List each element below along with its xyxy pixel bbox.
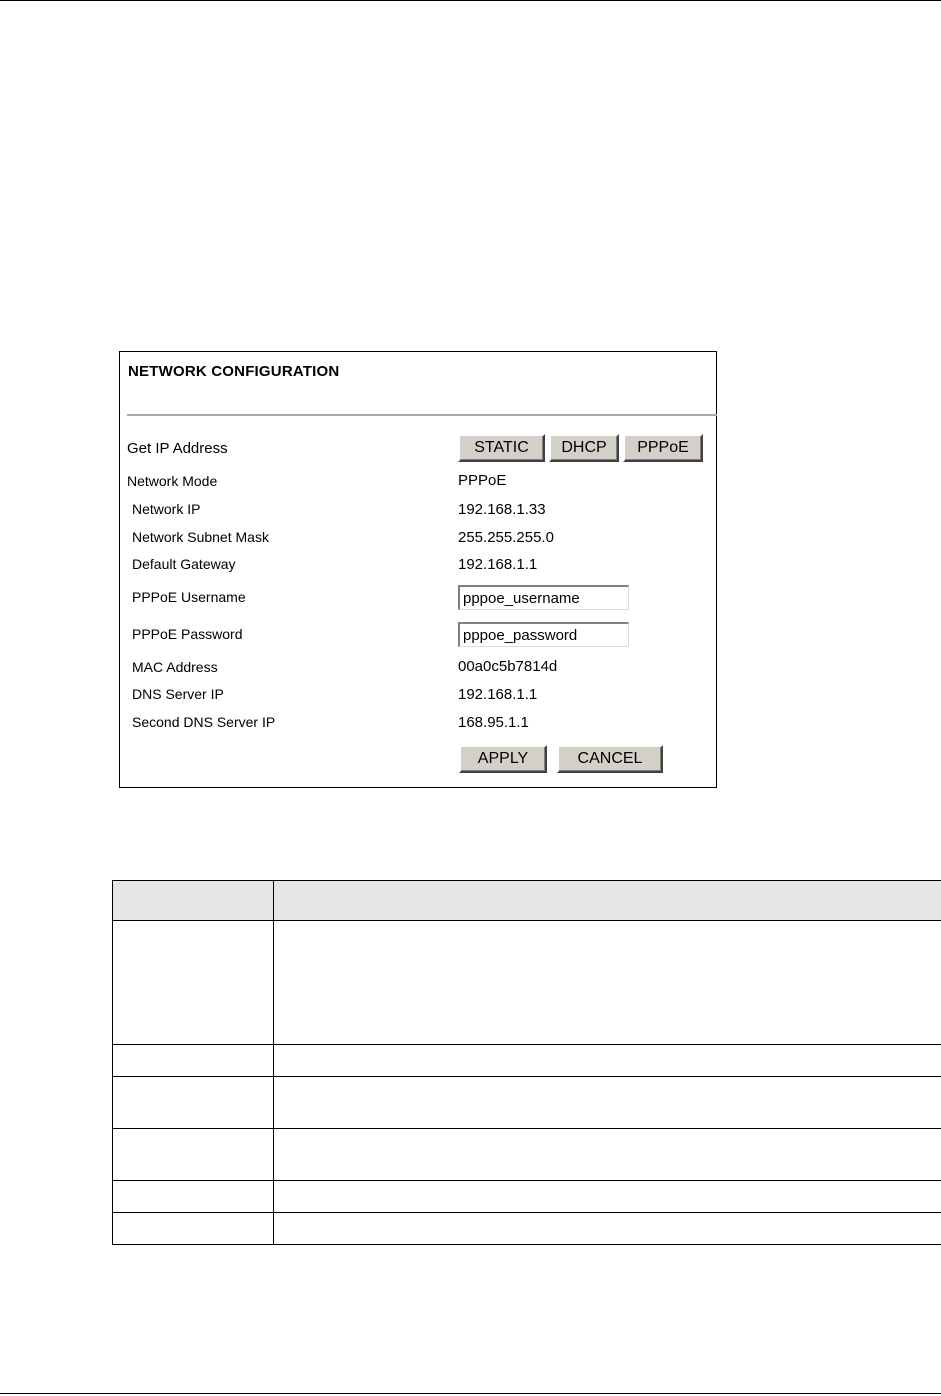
network-ip-label: Network IP [132, 501, 201, 517]
subnet-mask-label: Network Subnet Mask [132, 529, 269, 545]
table-header-row [113, 881, 941, 921]
table-row [113, 1077, 941, 1129]
second-dns-server-ip-value: 168.95.1.1 [458, 714, 529, 731]
network-mode-label: Network Mode [127, 473, 218, 489]
table-row [113, 1213, 941, 1245]
network-configuration-panel [119, 351, 717, 788]
table-row [113, 921, 941, 1045]
table-header-cell [113, 881, 274, 921]
table-cell [113, 1129, 274, 1181]
table-cell [274, 1213, 941, 1245]
apply-button[interactable]: APPLY [459, 745, 547, 773]
table-row [113, 1129, 941, 1181]
static-button[interactable]: STATIC [458, 434, 545, 462]
table-cell [113, 1181, 274, 1213]
network-mode-value: PPPoE [458, 472, 507, 489]
default-gateway-value: 192.168.1.1 [458, 556, 538, 573]
cancel-button[interactable]: CANCEL [557, 745, 663, 773]
table-header-cell [274, 881, 941, 921]
table-row [113, 1181, 941, 1213]
mac-address-label: MAC Address [132, 659, 218, 675]
table-cell [274, 1077, 941, 1129]
get-ip-address-label: Get IP Address [127, 440, 228, 457]
panel-divider [127, 414, 717, 416]
table-cell [113, 1077, 274, 1129]
dhcp-button[interactable]: DHCP [549, 434, 619, 462]
pppoe-button[interactable]: PPPoE [623, 434, 703, 462]
table-cell [113, 921, 274, 1045]
page-bottom-rule [0, 1393, 941, 1394]
pppoe-username-label: PPPoE Username [132, 589, 246, 605]
table-cell [274, 1129, 941, 1181]
network-ip-value: 192.168.1.33 [458, 501, 546, 518]
description-table [112, 880, 941, 1245]
panel-title: NETWORK CONFIGURATION [128, 363, 340, 380]
pppoe-username-input[interactable] [458, 585, 629, 610]
dns-server-ip-label: DNS Server IP [132, 686, 224, 702]
pppoe-password-input[interactable] [458, 622, 629, 647]
pppoe-password-label: PPPoE Password [132, 626, 243, 642]
table-row [113, 1045, 941, 1077]
subnet-mask-value: 255.255.255.0 [458, 529, 554, 546]
table-cell [113, 1213, 274, 1245]
table-cell [274, 921, 941, 1045]
table-cell [113, 1045, 274, 1077]
default-gateway-label: Default Gateway [132, 556, 236, 572]
dns-server-ip-value: 192.168.1.1 [458, 686, 538, 703]
page-top-rule [0, 0, 941, 1]
mac-address-value: 00a0c5b7814d [458, 658, 558, 675]
second-dns-server-ip-label: Second DNS Server IP [132, 714, 276, 730]
table-cell [274, 1181, 941, 1213]
table-cell [274, 1045, 941, 1077]
